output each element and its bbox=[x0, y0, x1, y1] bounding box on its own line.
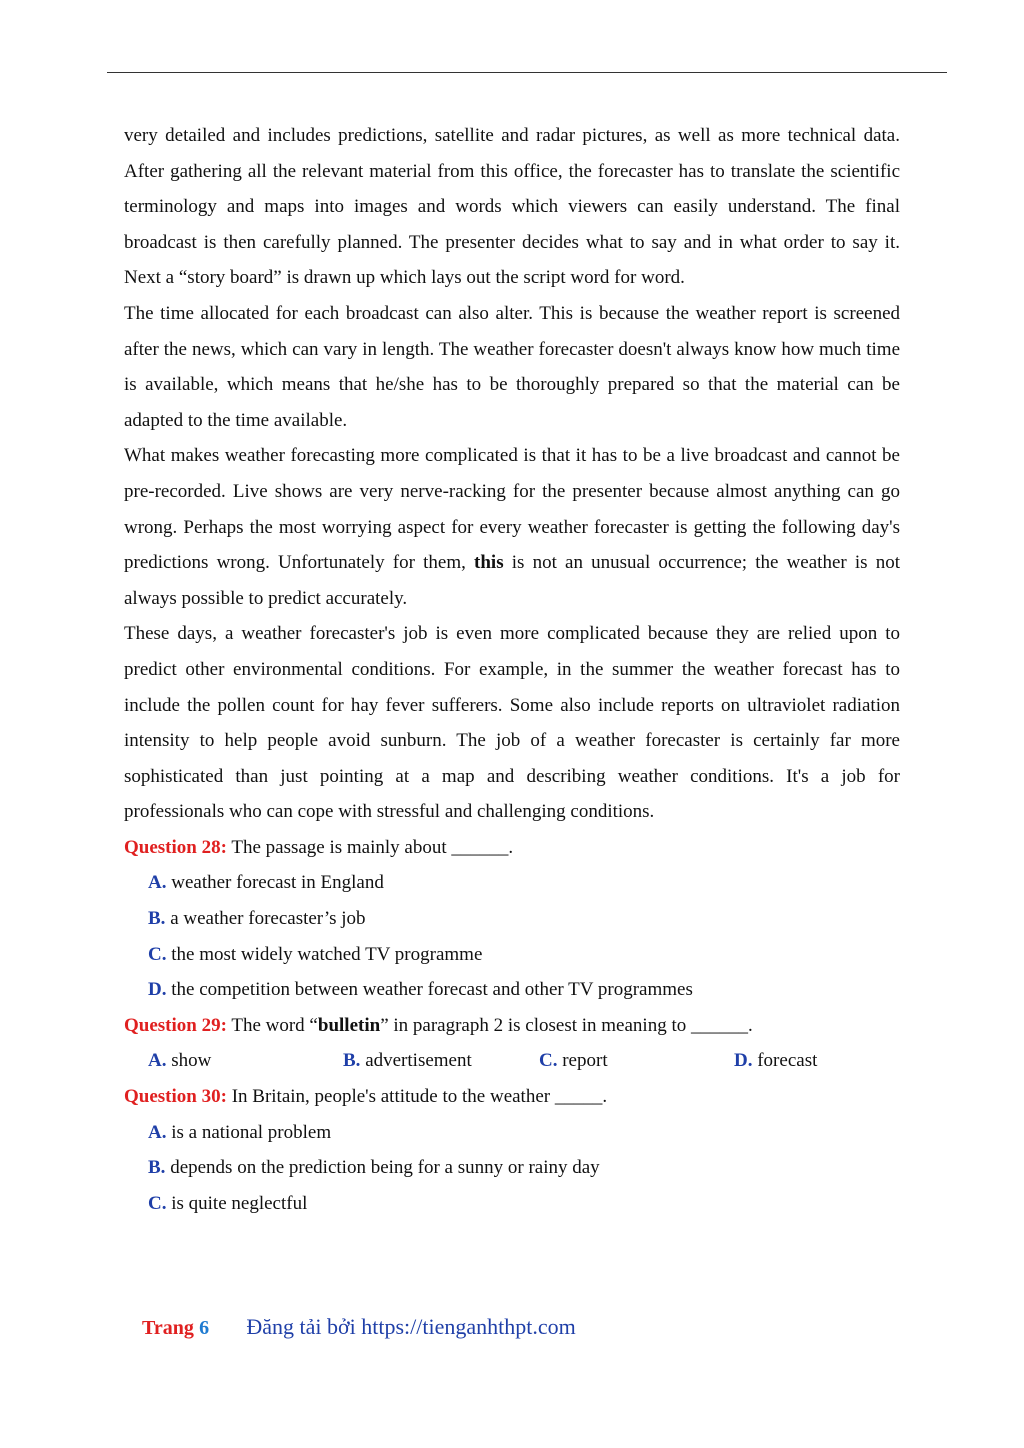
option-text: the most widely watched TV programme bbox=[166, 943, 483, 965]
option-letter: D. bbox=[734, 1050, 753, 1072]
question-30-label: Question 30: bbox=[124, 1086, 227, 1108]
option-text: is quite neglectful bbox=[166, 1192, 308, 1214]
q28-option-a[interactable] bbox=[148, 865, 900, 901]
paragraph-3-text-before: What makes weather forecasting more complicated is that it has to be a live broadcast and cannot be pre-recorded. Live shows are very nerve-racking for the presenter because almost anything can go wrong. Perhaps the most worrying aspect for every weather forecaster is getting the following day's predictions wrong. Unfortunately for them, bbox=[124, 445, 900, 574]
passage-paragraph-3 bbox=[124, 438, 900, 616]
question-28 bbox=[124, 830, 900, 866]
paragraph-3-text-after: is not an unusual occurrence; the weather is not always possible to predict accurately. bbox=[124, 552, 900, 609]
option-text: report bbox=[557, 1050, 608, 1072]
option-letter: C. bbox=[148, 943, 167, 965]
option-text: is a national problem bbox=[166, 1121, 332, 1143]
option-text: weather forecast in England bbox=[166, 872, 384, 894]
option-letter: B. bbox=[148, 908, 166, 930]
question-29-text-after: ” in paragraph 2 is closest in meaning to ______. bbox=[380, 1014, 753, 1036]
question-28-text: The passage is mainly about ______. bbox=[226, 836, 514, 858]
header-rule bbox=[107, 72, 947, 73]
option-text: a weather forecaster’s job bbox=[165, 908, 366, 930]
bold-word-this: this bbox=[474, 552, 504, 574]
option-letter: C. bbox=[148, 1192, 167, 1214]
page-footer bbox=[142, 1314, 576, 1348]
q28-option-b[interactable] bbox=[148, 901, 900, 937]
question-30 bbox=[124, 1079, 900, 1115]
q29-option-b[interactable] bbox=[343, 1043, 539, 1079]
option-letter: B. bbox=[343, 1050, 361, 1072]
question-29-label: Question 29: bbox=[124, 1014, 227, 1036]
passage-paragraph-2: The time allocated for each broadcast can also alter. This is because the weather report is screened after the news, which can vary in length. The weather forecaster doesn't always know how much time is available, which means that he/she has to be thoroughly prepared so that the material can be adapted to the time available. bbox=[124, 302, 900, 431]
option-letter: A. bbox=[148, 1121, 167, 1143]
option-letter: A. bbox=[148, 1050, 167, 1072]
q29-option-c[interactable] bbox=[539, 1043, 734, 1079]
q28-option-c[interactable] bbox=[148, 937, 900, 973]
question-30-text: In Britain, people's attitude to the weather _____. bbox=[226, 1086, 608, 1108]
document-body bbox=[124, 118, 900, 1221]
option-letter: D. bbox=[148, 979, 167, 1001]
q29-option-a[interactable] bbox=[148, 1043, 343, 1079]
footer-credit-link[interactable]: Đăng tải bởi https://tienganhthpt.com bbox=[246, 1314, 576, 1339]
passage-paragraph-1: very detailed and includes predictions, satellite and radar pictures, as well as more technical data. After gathering all the relevant material from this office, the forecaster has to translate the scientific terminology and maps into images and words which viewers can easily understand. The final broadcast is then carefully planned. The presenter decides what to say and in what order to say it. Next a “story board” is drawn up which lays out the script word for word. bbox=[124, 125, 900, 289]
option-letter: A. bbox=[148, 872, 167, 894]
bold-word-bulletin: bulletin bbox=[317, 1014, 381, 1036]
option-text: show bbox=[166, 1050, 212, 1072]
q30-option-c[interactable] bbox=[148, 1186, 900, 1222]
passage-paragraph-4: These days, a weather forecaster's job is even more complicated because they are relied upon to predict other environmental conditions. For example, in the summer the weather forecast has to include the pollen count for hay fever sufferers. Some also include reports on ultraviolet radiation intensity to help people avoid sunburn. The job of a weather forecaster is certainly far more sophisticated than just pointing at a map and describing weather conditions. It's a job for professionals who can cope with stressful and challenging conditions. bbox=[124, 623, 900, 823]
q29-option-d[interactable] bbox=[734, 1043, 817, 1079]
q28-option-d[interactable] bbox=[148, 972, 900, 1008]
footer-page-number: 6 bbox=[199, 1317, 210, 1339]
question-29-text-before: The word “ bbox=[226, 1014, 318, 1036]
option-text: advertisement bbox=[360, 1050, 472, 1072]
q30-option-a[interactable] bbox=[148, 1115, 900, 1151]
option-text: forecast bbox=[752, 1050, 818, 1072]
option-text: depends on the prediction being for a sunny or rainy day bbox=[165, 1157, 600, 1179]
option-text: the competition between weather forecast and other TV programmes bbox=[166, 979, 693, 1001]
option-letter: B. bbox=[148, 1157, 166, 1179]
footer-trang-label: Trang bbox=[142, 1317, 194, 1339]
option-letter: C. bbox=[539, 1050, 558, 1072]
question-29 bbox=[124, 1008, 900, 1044]
q30-option-b[interactable] bbox=[148, 1150, 900, 1186]
question-28-label: Question 28: bbox=[124, 836, 227, 858]
q29-options-row bbox=[148, 1043, 900, 1079]
